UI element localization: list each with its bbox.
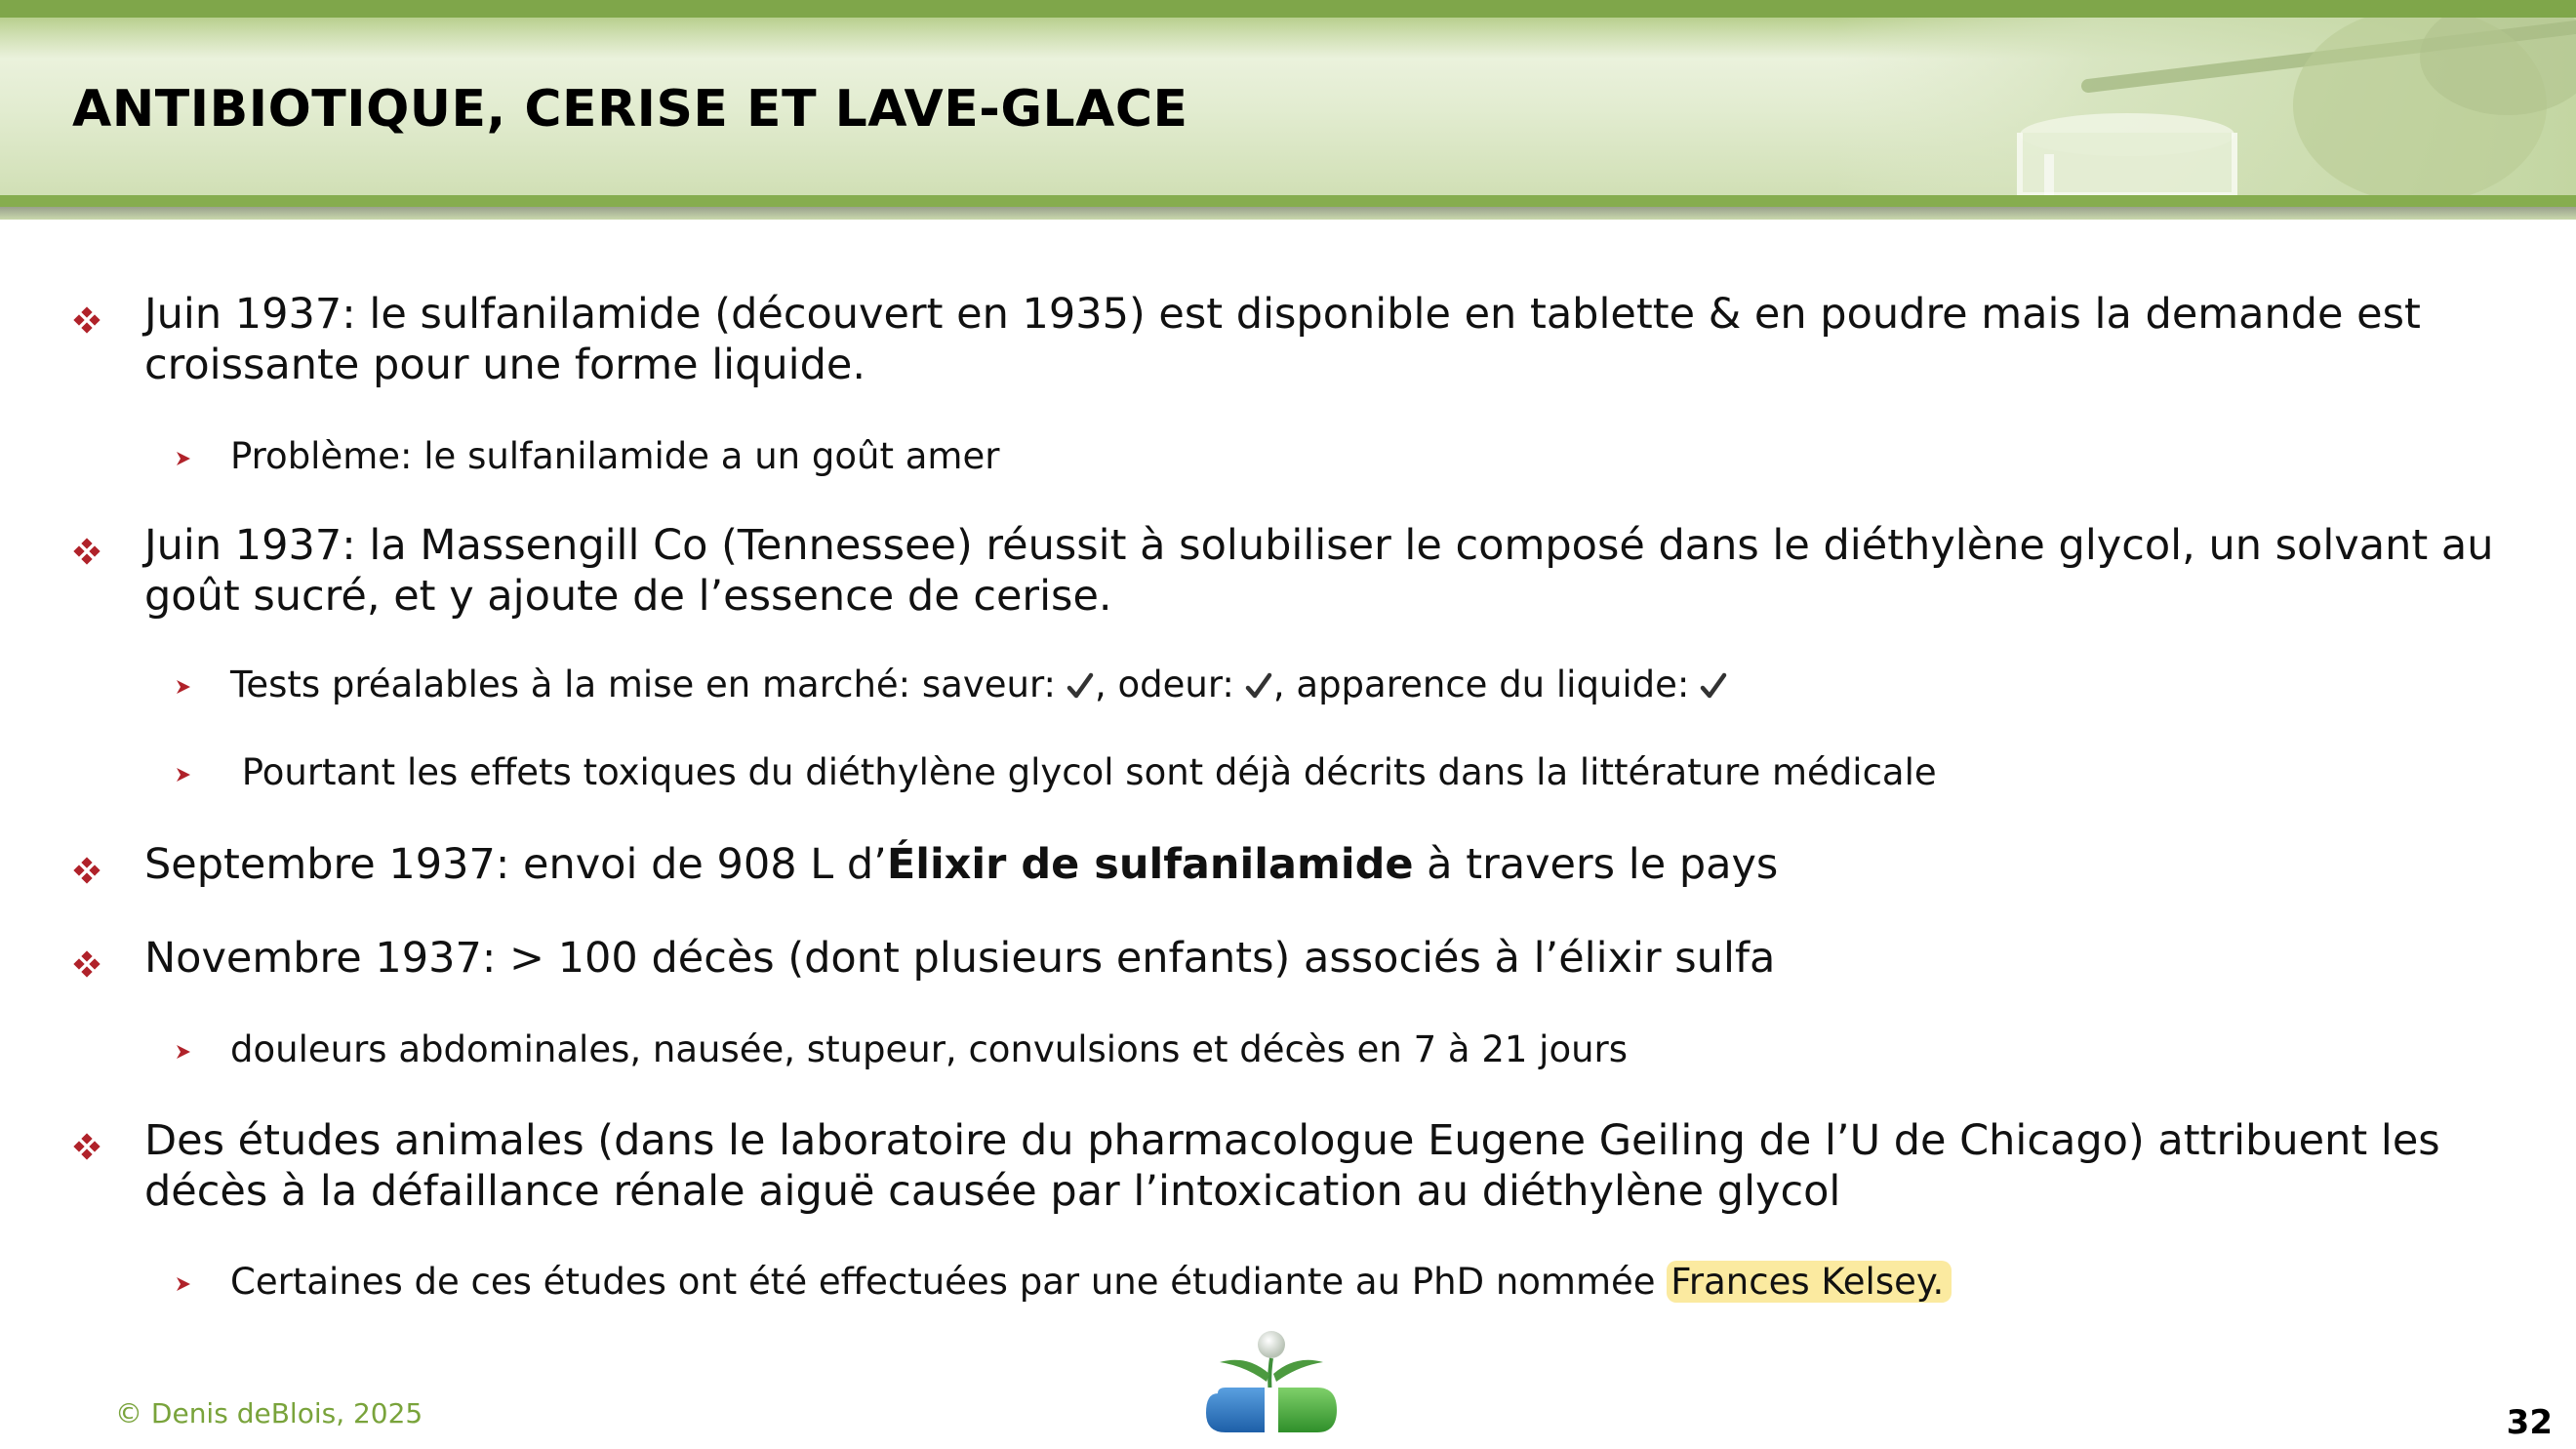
diamond-bullet-icon [72, 949, 101, 979]
pharmacology-capsule-logo [1198, 1327, 1345, 1439]
arrowhead-bullet-icon [174, 677, 193, 697]
shipment-text-end: à travers le pays [1413, 840, 1779, 889]
shipment-text: Septembre 1937: envoi de 908 L d’ [144, 840, 887, 889]
arrowhead-bullet-icon [174, 1274, 193, 1294]
arrowhead-bullet-icon [174, 449, 193, 468]
sub-bullet-text-2-1 [230, 664, 2475, 706]
kelsey-intro: Certaines de ces études ont été effectuées par une étudiante au PhD nommée [230, 1261, 1668, 1303]
lab-beaker-illustration [1834, 18, 2576, 195]
bullet-text-5: Des études animales (dans le laboratoire du pharmacologue Eugene Geiling de l’U de Chicago) attribuent les décès à la défaillance rénale aiguë causée par l’intoxication au diéthylène glycol [144, 1116, 2440, 1216]
bullet-text-4: Novembre 1937: > 100 décès (dont plusieurs enfants) associés à l’élixir sulfa [144, 934, 1776, 983]
diamond-bullet-icon [72, 305, 101, 335]
sub-bullet-text-1-1: Problème: le sulfanilamide a un goût amer [230, 435, 1000, 477]
header-top-bar [0, 0, 2576, 18]
sub-bullet-text-2-2: Pourtant les effets toxiques du diéthylène glycol sont déjà décrits dans la littérature médicale [230, 751, 1937, 793]
header-shadow [0, 207, 2576, 221]
elixir-name: Élixir de sulfanilamide [886, 840, 1414, 889]
slide-title: ANTIBIOTIQUE, CERISE ET LAVE-GLACE [72, 80, 1188, 139]
bullet-text-2: Juin 1937: la Massengill Co (Tennessee) réussit à solubiliser le composé dans le diéthylène glycol, un solvant au goût sucré, et y ajoute de l’essence de cerise. [144, 521, 2494, 621]
odeur-label: , odeur: [1094, 664, 1234, 705]
header-banner [0, 0, 2576, 220]
bullet-text-3 [144, 839, 2506, 890]
sub-bullet-text-4-1: douleurs abdominales, nausée, stupeur, convulsions et décès en 7 à 21 jours [230, 1028, 1629, 1070]
sub-bullet-text-5-1 [230, 1261, 2475, 1304]
checkmark-icon [1699, 671, 1728, 701]
checkmark-icon [1244, 671, 1273, 701]
bullet-text-1: Juin 1937: le sulfanilamide (découvert en 1935) est disponible en tablette & en poudre mais la demande est croissante pour une forme liquide. [144, 290, 2421, 389]
frances-kelsey-highlight: Frances Kelsey. [1667, 1261, 1952, 1303]
arrowhead-bullet-icon [174, 1042, 193, 1062]
page-number: 32 [2506, 1403, 2553, 1442]
diamond-bullet-icon [72, 856, 101, 885]
apparence-label: , apparence du liquide: [1272, 664, 1690, 705]
checkmark-icon [1066, 671, 1095, 701]
header-bottom-bar [0, 195, 2576, 207]
tests-label: Tests préalables à la mise en marché: saveur: [230, 664, 1056, 705]
copyright-footer: © Denis deBlois, 2025 [115, 1397, 423, 1429]
diamond-bullet-icon [72, 1132, 101, 1161]
arrowhead-bullet-icon [174, 765, 193, 785]
diamond-bullet-icon [72, 537, 101, 566]
